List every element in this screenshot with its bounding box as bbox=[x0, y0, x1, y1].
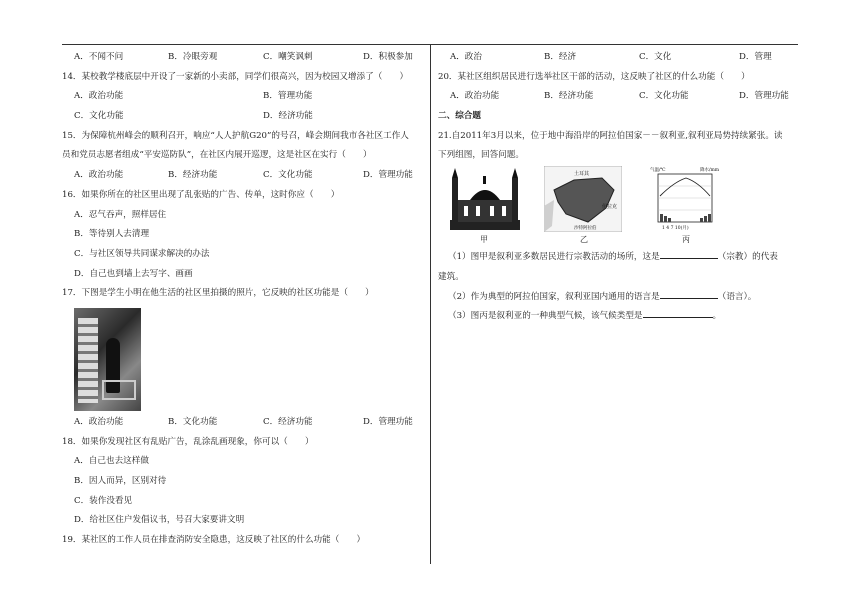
q14-option-b: B．管理功能 bbox=[263, 91, 313, 102]
q21-sub2-text: （2）作为典型的阿拉伯国家，叙利亚国内通用的语言是 bbox=[448, 291, 660, 302]
climate-temp-label: 气温/℃ bbox=[650, 168, 666, 174]
q16-option-b: B．等待别人去清理 bbox=[74, 229, 150, 240]
q15-option-a: A．政治功能 bbox=[74, 170, 124, 181]
q13-option-b: B．冷眼旁观 bbox=[168, 52, 218, 62]
q13-option-d: D．积极参加 bbox=[363, 52, 413, 62]
climate-precip-label: 降水/mm bbox=[700, 168, 720, 174]
q21-sub3 bbox=[438, 307, 800, 327]
q16-option-d: D．自己也到墙上去写字、画画 bbox=[74, 268, 193, 279]
q13-option-a: A．不闻不问 bbox=[74, 52, 124, 62]
q14-option-c: C．文化功能 bbox=[74, 111, 124, 122]
section-heading: 二、综合题 bbox=[438, 111, 481, 122]
q17-options bbox=[62, 413, 424, 433]
q16-stem: 16．如果你所在的社区里出现了乱张贴的广告、传单，这时你应（ ） bbox=[62, 189, 340, 200]
q18-stem: 18．如果你发现社区有乱贴广告，乱涂乱画现象，你可以（ ） bbox=[62, 436, 314, 447]
q19-options bbox=[438, 48, 800, 68]
left-column bbox=[62, 48, 424, 551]
q15-option-b: B．经济功能 bbox=[168, 170, 218, 181]
q21-sub2-blank[interactable] bbox=[660, 289, 718, 299]
q14-options-row2 bbox=[62, 107, 424, 127]
q20-option-b: B．经济功能 bbox=[544, 91, 594, 102]
map-label-turkey: 土耳其 bbox=[574, 171, 590, 178]
q21-sub3-suffix: 。 bbox=[712, 311, 722, 322]
q19-option-c: C．文化 bbox=[639, 52, 672, 62]
q21-sub1-suffix: （宗教）的代表 bbox=[717, 252, 778, 263]
q21-stem-line2: 下列组图，回答问题。 bbox=[438, 150, 524, 161]
q16-option-c: C．与社区领导共同谋求解决的办法 bbox=[74, 248, 210, 259]
q20-option-d: D．管理功能 bbox=[739, 91, 789, 102]
fig-label-bing: 丙 bbox=[682, 235, 690, 245]
q14-stem: 14．某校教学楼底层中开设了一家新的小卖部，同学们很高兴，因为校园又增添了（ ） bbox=[62, 71, 409, 82]
q20-option-a: A．政治功能 bbox=[450, 91, 500, 102]
q21-sub1-blank[interactable] bbox=[660, 249, 718, 259]
q15-option-d: D．管理功能 bbox=[363, 170, 413, 181]
fig-label-yi: 乙 bbox=[580, 235, 588, 245]
q21-sub2 bbox=[438, 288, 800, 308]
q17-photo bbox=[74, 308, 141, 411]
q17-option-c: C．经济功能 bbox=[263, 416, 313, 427]
q16-option-a: A．忍气吞声，照样居住 bbox=[74, 209, 167, 220]
q19-option-b: B．经济 bbox=[544, 52, 577, 62]
right-column bbox=[438, 48, 800, 327]
q21-sub3-blank[interactable] bbox=[643, 308, 713, 318]
photo-shelf bbox=[78, 318, 98, 403]
map-label-iraq: 伊拉克 bbox=[602, 204, 618, 211]
q21-sub1-text: （1）图甲是叙利亚多数居民进行宗教活动的场所，这是 bbox=[448, 252, 660, 263]
q19-option-a: A．政治 bbox=[450, 52, 482, 62]
q14-options-row1 bbox=[62, 87, 424, 107]
q19-stem: 19．某社区的工作人员在排查消防安全隐患，这反映了社区的什么功能（ ） bbox=[62, 535, 366, 546]
fig-label-jia: 甲 bbox=[480, 235, 488, 245]
q17-option-a: A．政治功能 bbox=[74, 416, 124, 427]
column-divider bbox=[430, 44, 431, 564]
q13-option-c: C．嘲笑讽刺 bbox=[263, 52, 313, 62]
climate-chart-figure bbox=[646, 166, 726, 232]
q13-options bbox=[62, 48, 424, 68]
mosque-figure bbox=[448, 166, 522, 232]
q17-option-d: D．管理功能 bbox=[363, 416, 413, 427]
q18-option-c: C．装作没看见 bbox=[74, 495, 133, 506]
q21-stem-line1: 21.自2011年3月以来，位于地中海沿岸的阿拉伯国家－－叙利亚,叙利亚局势持续紧张。读 bbox=[438, 130, 783, 141]
q17-option-b: B．文化功能 bbox=[168, 416, 218, 427]
q21-sub2-suffix: （语言）。 bbox=[717, 291, 757, 302]
q21-figures bbox=[446, 166, 800, 248]
q21-sub1 bbox=[438, 248, 800, 268]
photo-cart bbox=[102, 380, 136, 400]
q20-stem: 20．某社区组织居民进行选举社区干部的活动，这反映了社区的什么功能（ ） bbox=[438, 71, 750, 82]
q14-option-a: A．政治功能 bbox=[74, 91, 124, 102]
q18-option-b: B．因人而异，区别对待 bbox=[74, 476, 167, 486]
map-label-saudi: 沙特阿拉伯 bbox=[574, 226, 597, 232]
q14-option-d: D．经济功能 bbox=[263, 111, 313, 122]
syria-map-figure bbox=[544, 166, 622, 232]
q15-option-c: C．文化功能 bbox=[263, 170, 313, 181]
climate-month-label: 1 4 7 10(月) bbox=[662, 226, 689, 232]
q15-stem-line1: 15．为保障杭州峰会的顺利召开，响应“人人护航G20”的号召，峰会期间我市各社区工作人 bbox=[62, 130, 409, 141]
q18-option-a: A．自己也去这样做 bbox=[74, 456, 149, 467]
q18-option-d: D．给社区住户发倡议书，号召大家要讲文明 bbox=[74, 515, 245, 526]
q21-sub1-cont: 建筑。 bbox=[438, 271, 464, 282]
q20-option-c: C．文化功能 bbox=[639, 91, 689, 102]
q19-option-d: D．管理 bbox=[739, 52, 772, 62]
q21-sub3-text: （3）图丙是叙利亚的一种典型气候，该气候类型是 bbox=[448, 311, 643, 322]
q15-options bbox=[62, 166, 424, 186]
q20-options bbox=[438, 87, 800, 107]
q15-stem-line2: 员和党员志愿者组成“平安巡防队”，在社区内展开巡逻，这是社区在实行（ ） bbox=[62, 150, 372, 161]
q17-stem: 17．下图是学生小明在他生活的社区里拍摄的照片，它反映的社区功能是（ ） bbox=[62, 288, 374, 299]
